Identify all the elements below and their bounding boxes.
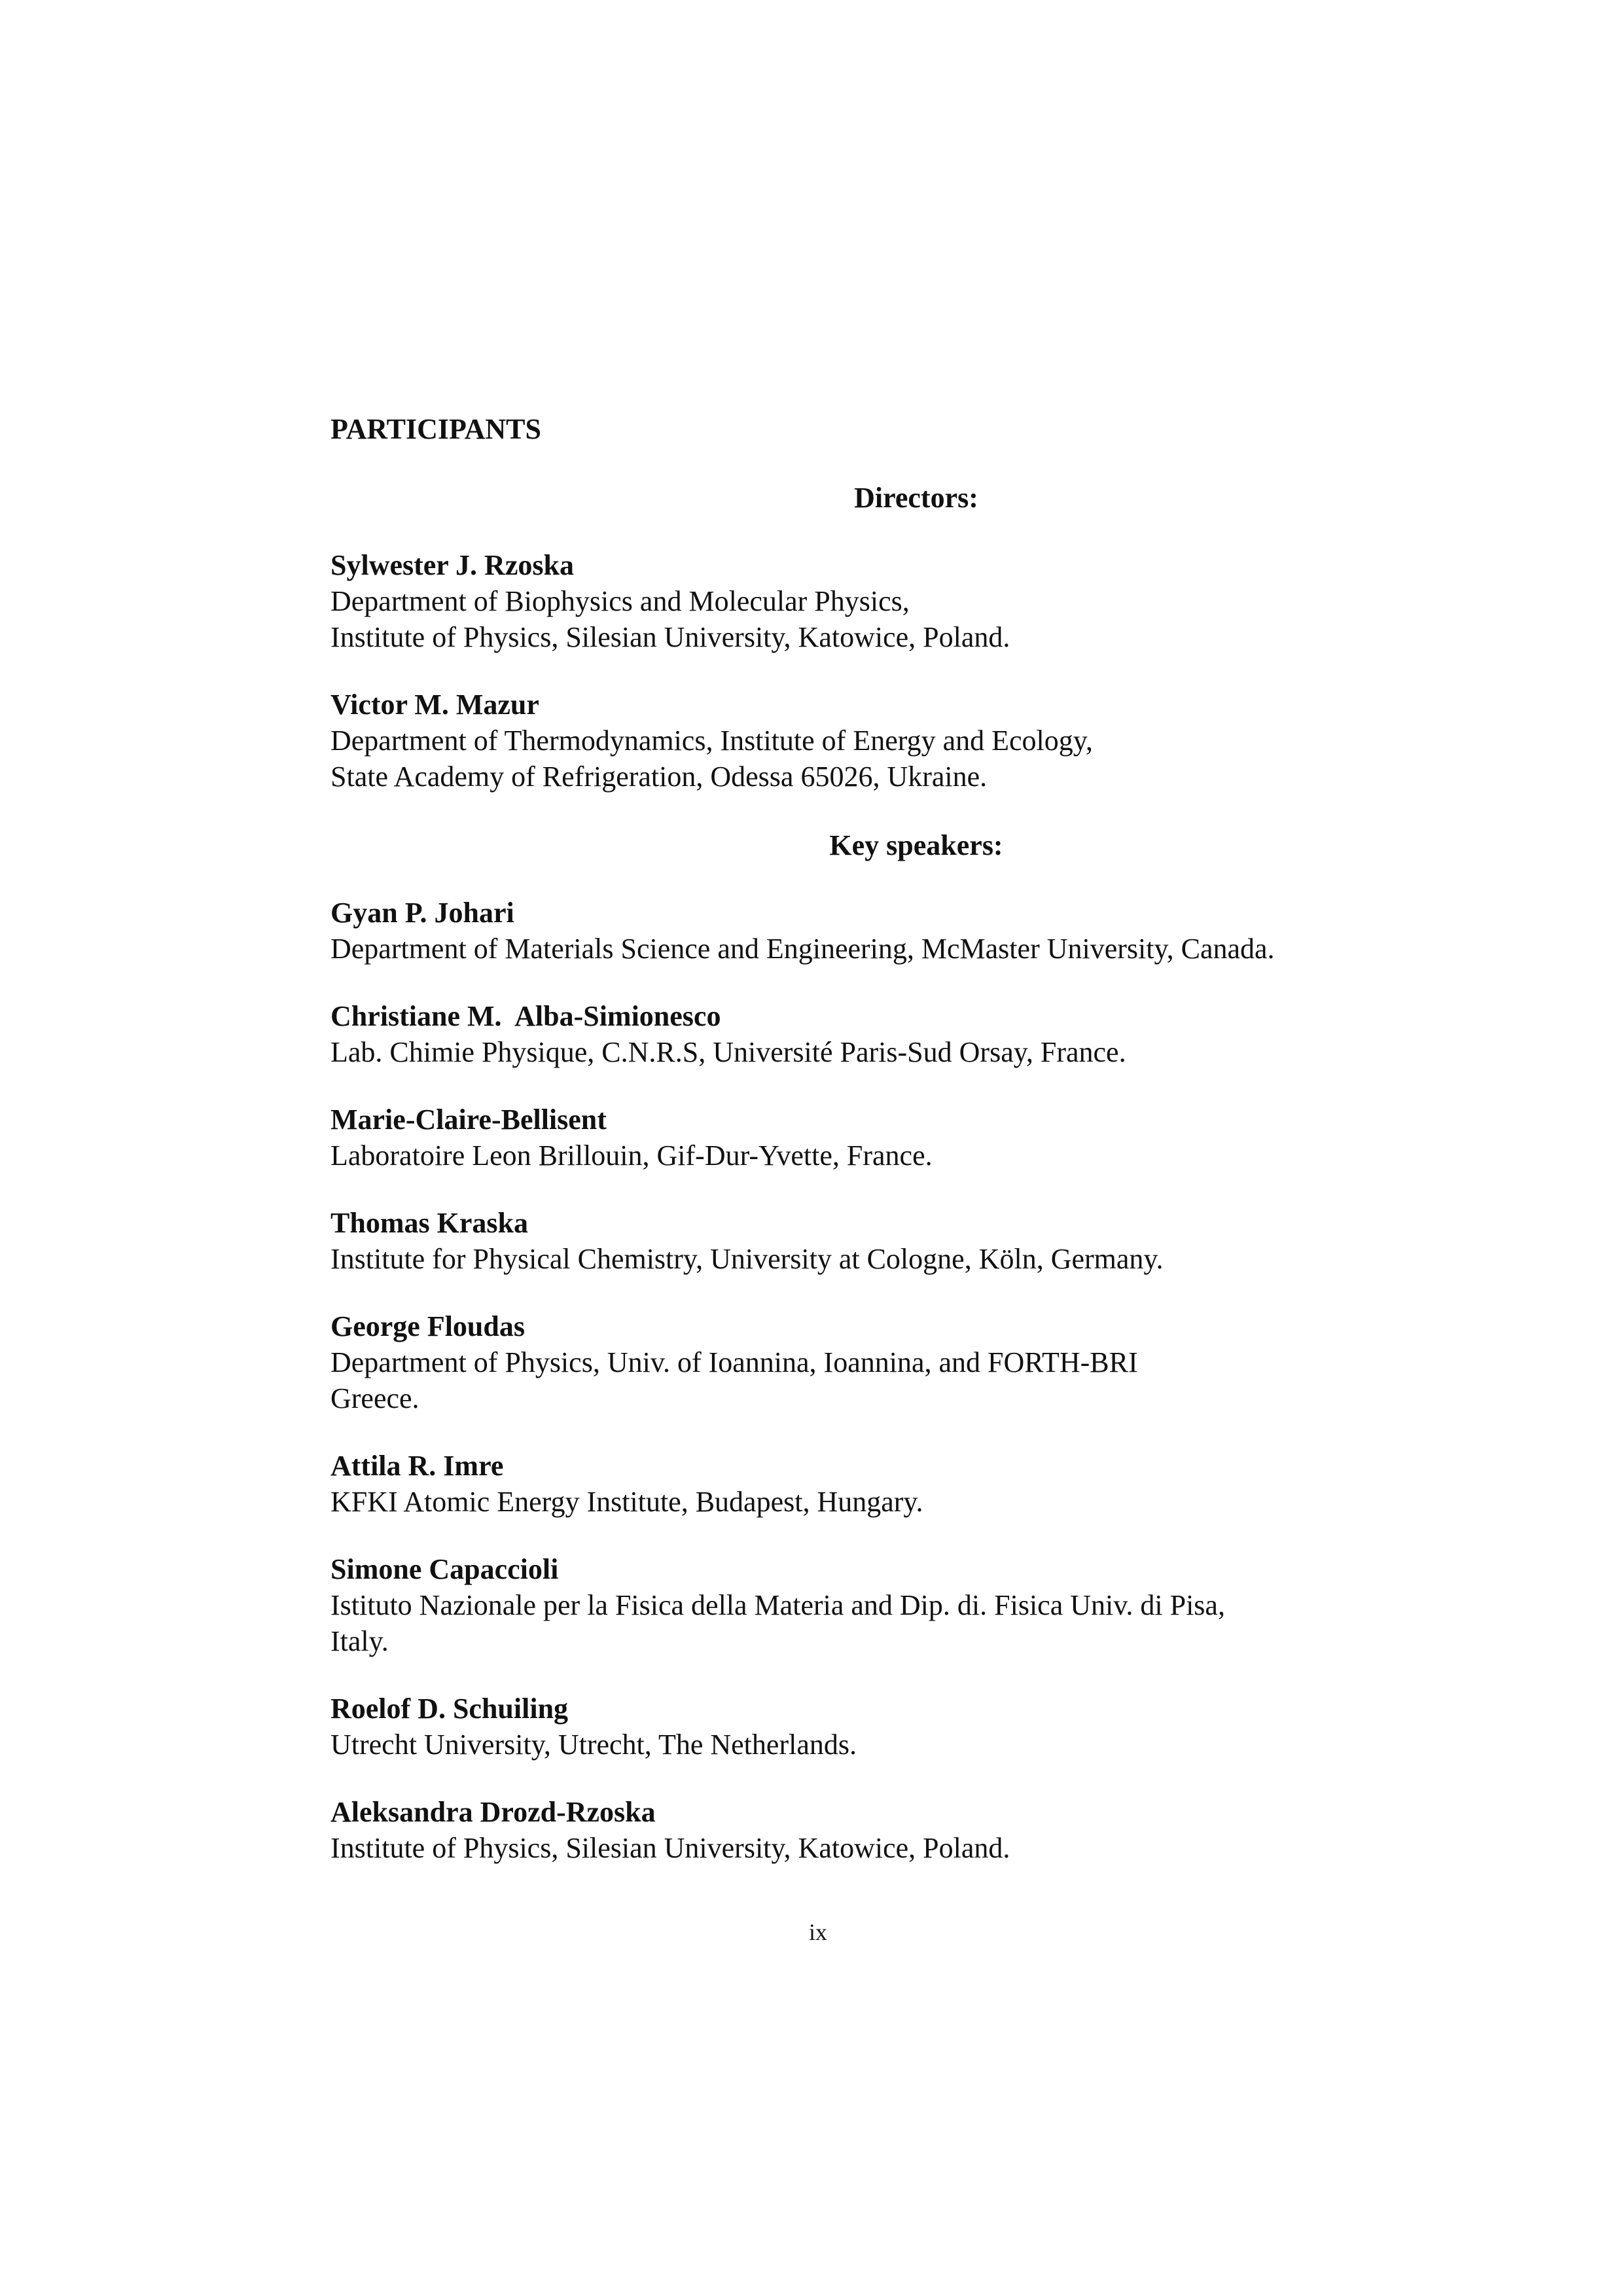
- participant-name: Sylwester J. Rzoska: [330, 549, 574, 581]
- participant-affiliation: Istituto Nazionale per la Fisica della Materia and Dip. di. Fisica Univ. di Pisa,: [330, 1589, 1225, 1621]
- page-number: ix: [808, 1919, 827, 1945]
- participant-name: Gyan P. Johari: [330, 897, 514, 929]
- key-speakers-title: Key speakers:: [829, 829, 1003, 861]
- key-speakers-list: [330, 895, 1351, 1866]
- participant-name: Roelof D. Schuiling: [330, 1693, 569, 1725]
- participant-affiliation: Department of Physics, Univ. of Ioannina, Ioannina, and FORTH-BRI: [330, 1346, 1138, 1378]
- participant-entry: [330, 1102, 1351, 1174]
- participant-name: Marie-Claire-Bellisent: [330, 1103, 607, 1136]
- participant-name: George Floudas: [330, 1310, 525, 1342]
- participant-affiliation: Greece.: [330, 1382, 419, 1414]
- participant-affiliation: Laboratoire Leon Brillouin, Gif-Dur-Yvette, France.: [330, 1139, 933, 1172]
- participant-entry: [330, 1551, 1351, 1659]
- participant-affiliation: Italy.: [330, 1625, 389, 1657]
- directors-title: Directors:: [854, 482, 978, 514]
- participant-entry: [330, 1205, 1351, 1277]
- participant-affiliation: Department of Biophysics and Molecular Physics,: [330, 585, 910, 617]
- participant-name: Christiane M. Alba-Simionesco: [330, 1000, 721, 1032]
- page-heading: PARTICIPANTS: [330, 413, 541, 445]
- participant-entry: [330, 1691, 1351, 1763]
- directors-list: [330, 547, 1351, 795]
- participant-entry: [330, 547, 1351, 655]
- participant-entry: [330, 1448, 1351, 1520]
- participant-affiliation: Institute for Physical Chemistry, University at Cologne, Köln, Germany.: [330, 1243, 1164, 1275]
- participant-affiliation: Department of Materials Science and Engineering, McMaster University, Canada.: [330, 933, 1275, 965]
- participant-affiliation: Institute of Physics, Silesian University, Katowice, Poland.: [330, 621, 1010, 653]
- participant-entry: [330, 1794, 1351, 1866]
- participant-affiliation: State Academy of Refrigeration, Odessa 65026, Ukraine.: [330, 761, 988, 793]
- participant-affiliation: Institute of Physics, Silesian University, Katowice, Poland.: [330, 1832, 1010, 1864]
- participant-entry: [330, 998, 1351, 1070]
- participant-name: Thomas Kraska: [330, 1207, 528, 1239]
- participant-affiliation: Utrecht University, Utrecht, The Netherlands.: [330, 1729, 857, 1761]
- participant-entry: [330, 687, 1351, 795]
- participant-name: Victor M. Mazur: [330, 689, 539, 721]
- participant-affiliation: Lab. Chimie Physique, C.N.R.S, Université Paris-Sud Orsay, France.: [330, 1036, 1126, 1068]
- participants-page: [330, 411, 1351, 1866]
- participant-name: Attila R. Imre: [330, 1450, 504, 1482]
- participant-name: Simone Capaccioli: [330, 1553, 559, 1585]
- participant-entry: [330, 895, 1351, 967]
- participant-affiliation: KFKI Atomic Energy Institute, Budapest, Hungary.: [330, 1486, 923, 1518]
- participant-entry: [330, 1308, 1351, 1416]
- participant-name: Aleksandra Drozd-Rzoska: [330, 1796, 656, 1828]
- participant-affiliation: Department of Thermodynamics, Institute of Energy and Ecology,: [330, 725, 1093, 757]
